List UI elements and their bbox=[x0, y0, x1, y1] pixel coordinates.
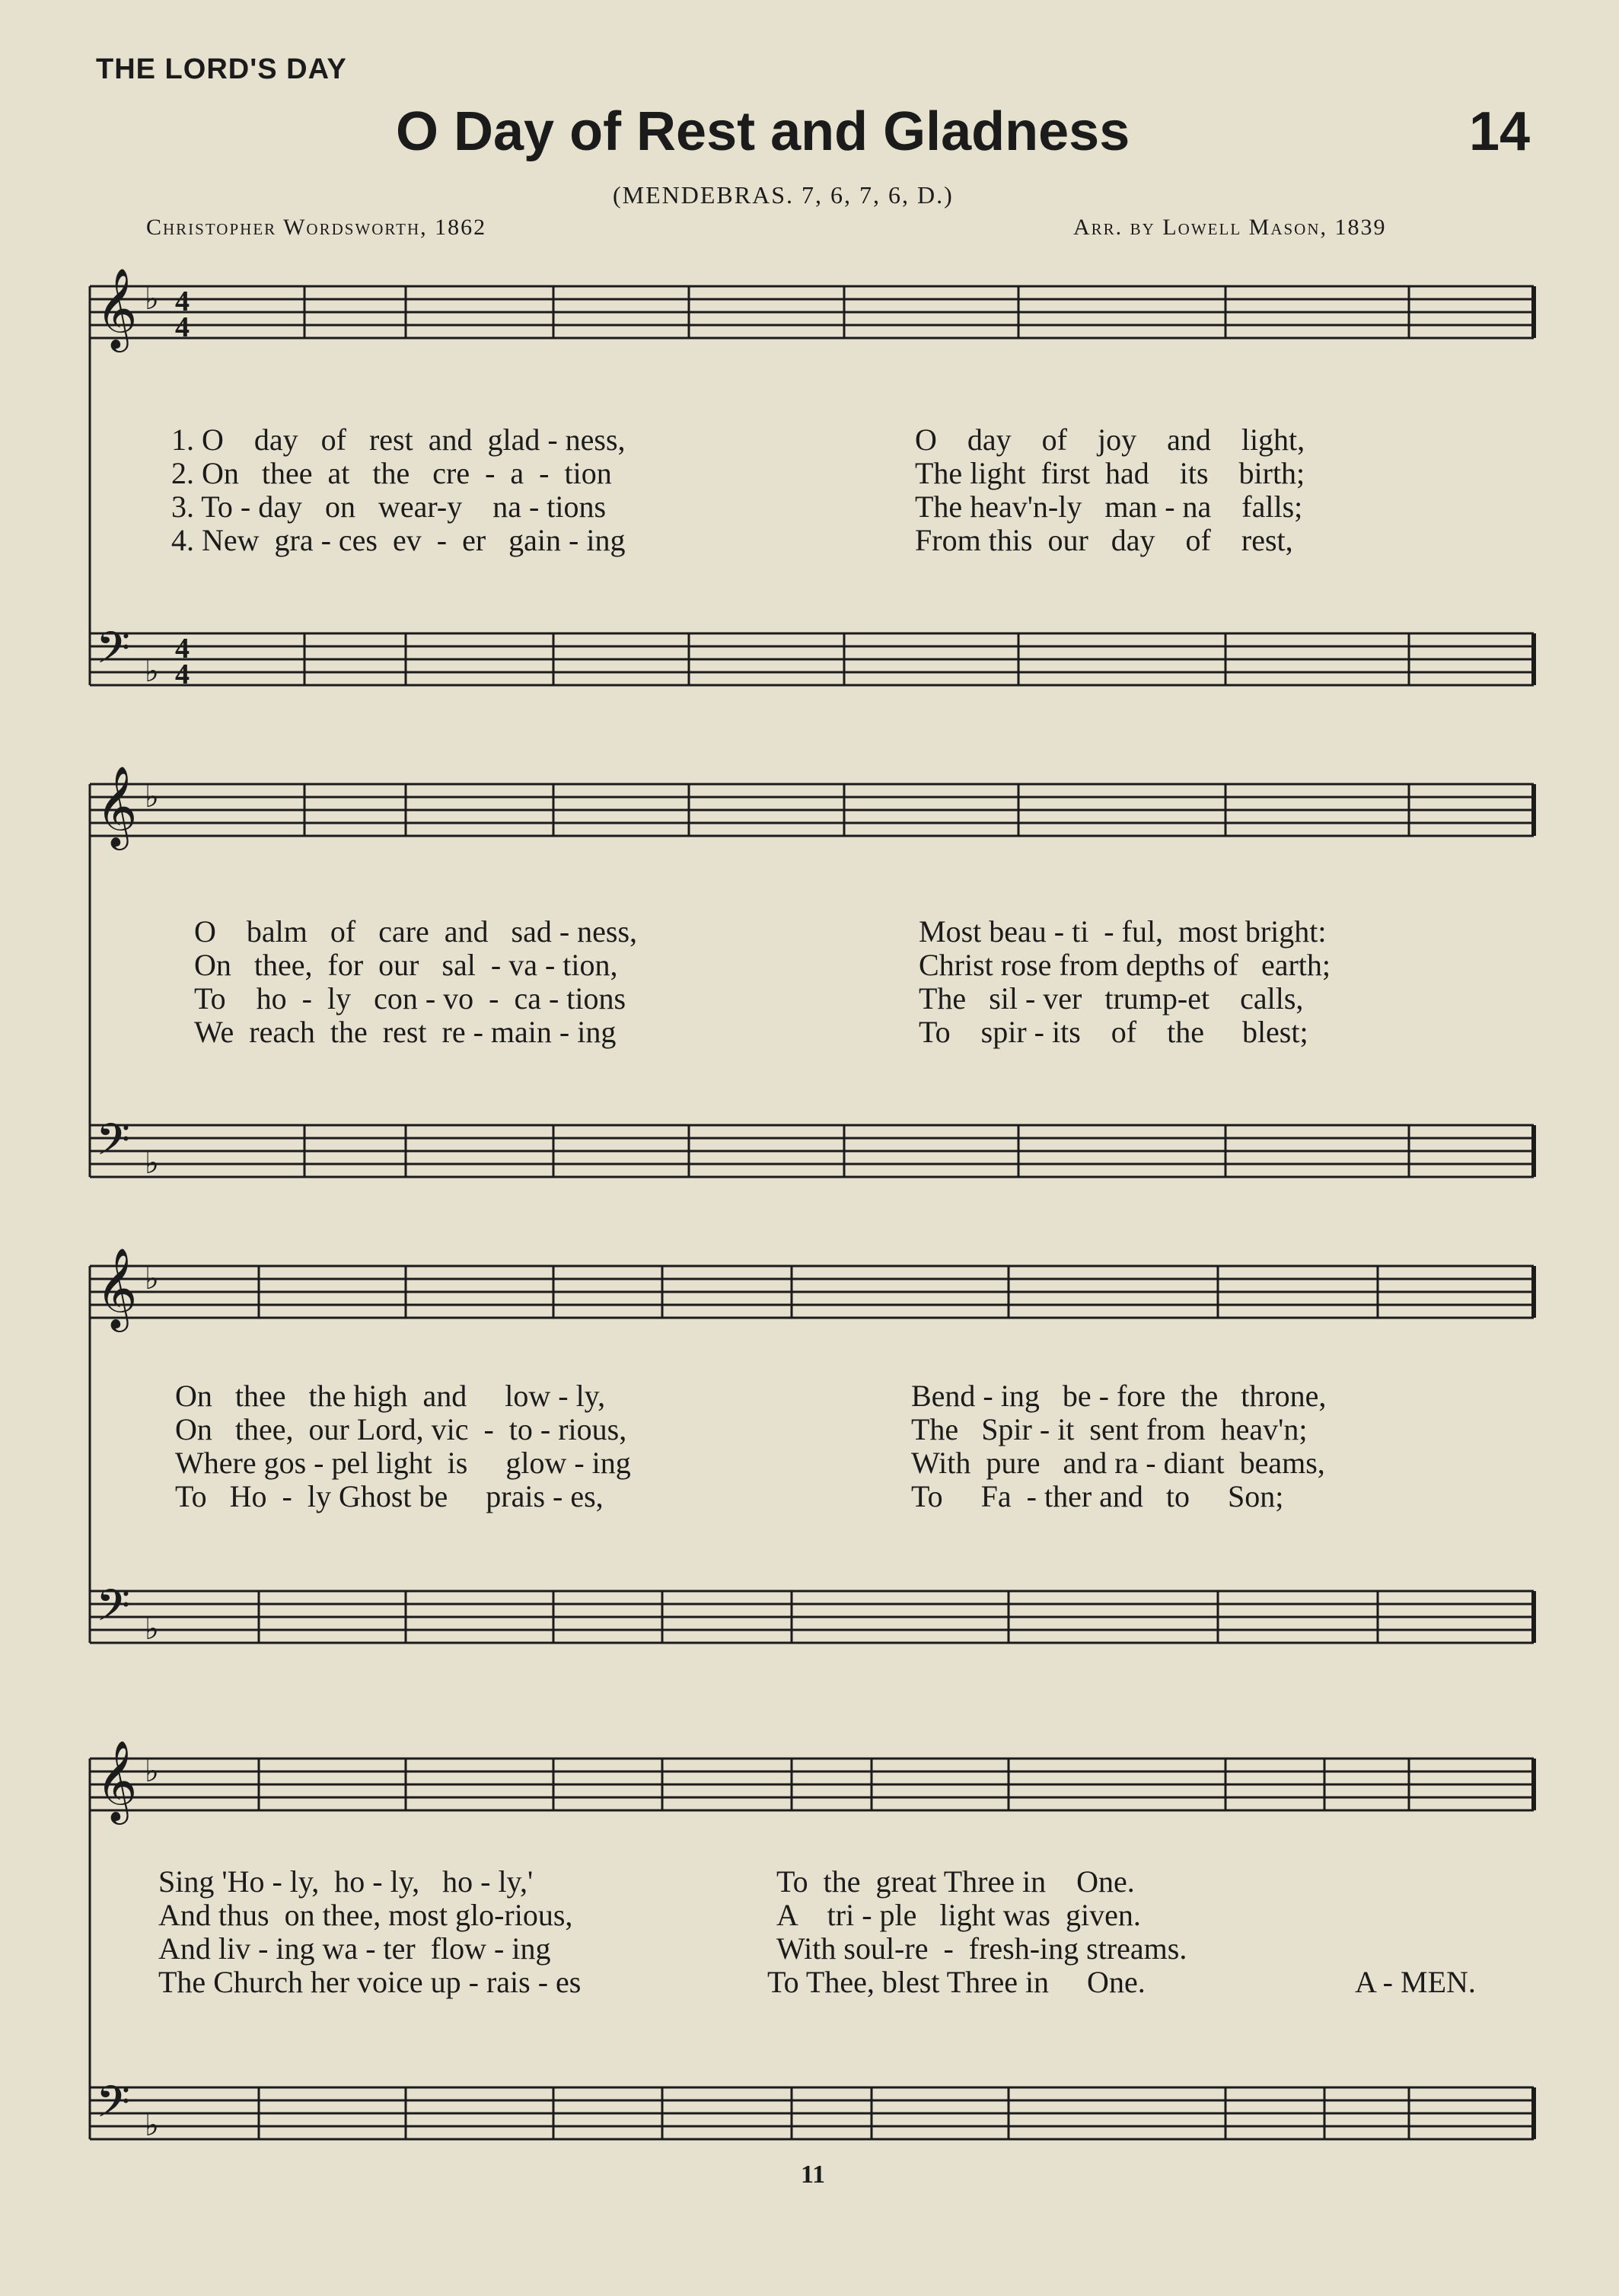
lyrics-s1-v3-right: The heav'n-ly man - na falls; bbox=[915, 489, 1303, 524]
section-heading: THE LORD'S DAY bbox=[96, 53, 347, 85]
lyrics-s1-v4-right: From this our day of rest, bbox=[915, 523, 1293, 557]
lyrics-s4-v1-right: To the great Three in One. bbox=[776, 1864, 1135, 1899]
lyrics-s3-v2-right: The Spir - it sent from heav'n; bbox=[911, 1412, 1308, 1446]
lyrics-s4-v2-left: And thus on thee, most glo-rious, bbox=[158, 1898, 573, 1932]
page-number: 11 bbox=[801, 2160, 826, 2189]
lyrics-s1-v1-right: O day of joy and light, bbox=[915, 423, 1305, 457]
lyrics-s3-v3-left: Where gos - pel light is glow - ing bbox=[175, 1446, 631, 1480]
bass-clef: 𝄢 bbox=[96, 622, 131, 684]
lyrics-s4-v3-right: With soul-re - fresh-ing streams. bbox=[776, 1931, 1187, 1966]
hymn-title: O Day of Rest and Gladness bbox=[396, 101, 1130, 162]
key-signature-flat: ♭ bbox=[145, 2108, 159, 2143]
lyrics-s1-v4-left: 4. New gra - ces ev - er gain - ing bbox=[171, 523, 626, 557]
lyrics-s4-v4-right: To Thee, blest Three in One. bbox=[767, 1965, 1146, 1999]
lyrics-s1-v2-right: The light first had its birth; bbox=[915, 456, 1305, 490]
treble-clef: 𝄞 bbox=[96, 765, 138, 847]
time-signature: 4 bbox=[175, 285, 190, 317]
lyrics-s4-v4-left: The Church her voice up - rais - es bbox=[158, 1965, 582, 1999]
lyrics-s2-v2-right: Christ rose from depths of earth; bbox=[919, 948, 1331, 982]
lyrics-s4-v1-left: Sing 'Ho - ly, ho - ly, ho - ly,' bbox=[158, 1864, 534, 1899]
lyrics-s1-v3-left: 3. To - day on wear-y na - tions bbox=[171, 489, 607, 524]
time-signature: 4 bbox=[175, 633, 190, 665]
lyrics-s1-v2-left: 2. On thee at the cre - a - tion bbox=[171, 456, 612, 490]
bass-clef: 𝄢 bbox=[96, 1580, 131, 1642]
lyrics-s1-v1-left: 1. O day of rest and glad - ness, bbox=[171, 423, 626, 457]
key-signature-flat: ♭ bbox=[145, 654, 159, 689]
key-signature-flat: ♭ bbox=[145, 1754, 159, 1789]
treble-clef: 𝄞 bbox=[96, 1247, 138, 1328]
lyrics-s2-v3-left: To ho - ly con - vo - ca - tions bbox=[194, 981, 626, 1016]
lyrics-s3-v4-right: To Fa - ther and to Son; bbox=[911, 1479, 1284, 1513]
key-signature-flat: ♭ bbox=[145, 780, 159, 815]
time-signature: 4 bbox=[175, 659, 190, 690]
lyrics-s3-v4-left: To Ho - ly Ghost be prais - es, bbox=[175, 1479, 604, 1513]
lyrics-s2-v1-right: Most beau - ti - ful, most bright: bbox=[919, 914, 1327, 949]
lyrics-s2-v4-right: To spir - its of the blest; bbox=[919, 1015, 1308, 1049]
treble-clef: 𝄞 bbox=[96, 1740, 138, 1821]
lyrics-s3-v2-left: On thee, our Lord, vic - to - rious, bbox=[175, 1412, 627, 1446]
time-signature: 4 bbox=[175, 311, 190, 343]
lyrics-s2-v1-left: O balm of care and sad - ness, bbox=[194, 914, 638, 949]
lyrics-s4-v2-right: A tri - ple light was given. bbox=[776, 1898, 1141, 1932]
hymn-number: 14 bbox=[1469, 101, 1531, 162]
tune-name: (MENDEBRAS. 7, 6, 7, 6, D.) bbox=[613, 181, 954, 209]
key-signature-flat: ♭ bbox=[145, 1261, 159, 1296]
lyrics-s2-v3-right: The sil - ver trump-et calls, bbox=[919, 981, 1304, 1016]
lyrics-s2-v2-left: On thee, for our sal - va - tion, bbox=[194, 948, 618, 982]
lyrics-s4-v3-left: And liv - ing wa - ter flow - ing bbox=[158, 1931, 551, 1966]
key-signature-flat: ♭ bbox=[145, 282, 159, 317]
lyrics-s3-v1-left: On thee the high and low - ly, bbox=[175, 1379, 606, 1413]
bass-clef: 𝄢 bbox=[96, 1114, 131, 1176]
lyrics-s2-v4-left: We reach the rest re - main - ing bbox=[194, 1015, 617, 1049]
amen: A - MEN. bbox=[1355, 1965, 1476, 1999]
arranger-credit: Arr. by Lowell Mason, 1839 bbox=[1073, 215, 1387, 240]
treble-clef: 𝄞 bbox=[96, 267, 138, 349]
key-signature-flat: ♭ bbox=[145, 1146, 159, 1181]
key-signature-flat: ♭ bbox=[145, 1612, 159, 1647]
bass-clef: 𝄢 bbox=[96, 2076, 131, 2138]
author-credit: Christopher Wordsworth, 1862 bbox=[146, 215, 487, 240]
lyrics-s3-v3-right: With pure and ra - diant beams, bbox=[911, 1446, 1325, 1480]
lyrics-s3-v1-right: Bend - ing be - fore the throne, bbox=[911, 1379, 1327, 1413]
